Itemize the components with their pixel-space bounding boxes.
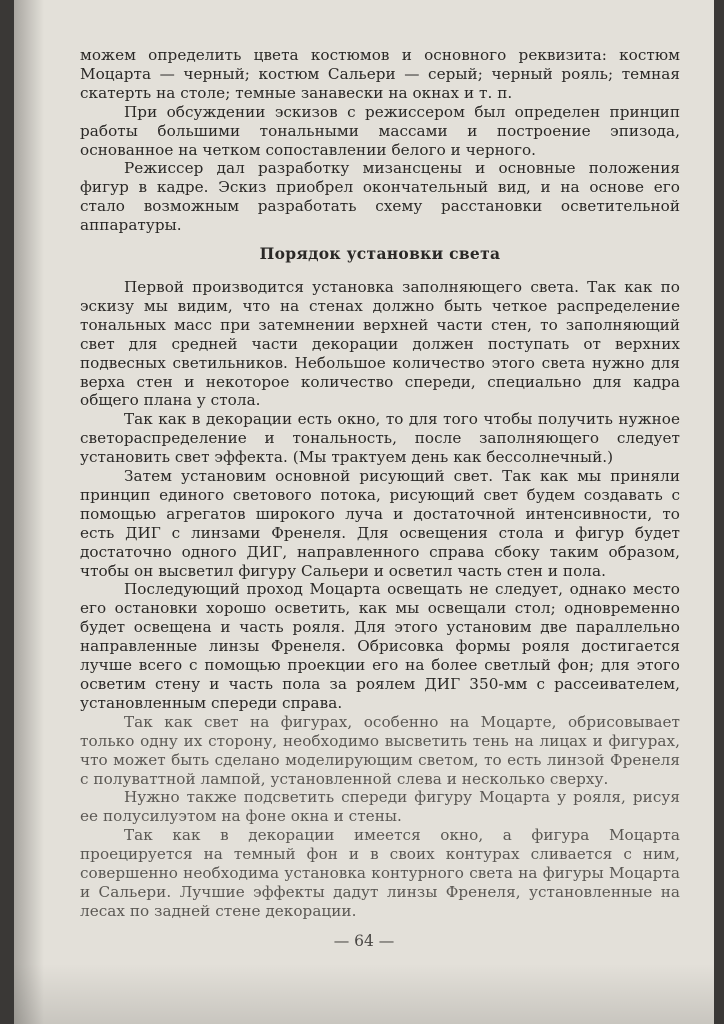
page-number: — 64 — — [333, 932, 395, 950]
paragraph: При обсуждении эскизов с режиссером был определен принцип работы большими тональными массами и построение эпизода, основанное на четком сопоставлении белого и черного. — [80, 102, 680, 159]
page-shadow-left — [14, 0, 44, 1024]
paragraph: Первой производится установка заполняющего света. Так как по эскизу мы видим, что на стенах должно быть четкое распределение тональных масс при затемнении верхней части стен, то заполняющий свет для средней части декорации должен поступать от верхних подвесных светильников. Небольшое количество этого света нужно для верха стен и некоторое количество спереди, специально для кадра общего плана у стола. — [80, 277, 680, 410]
book-page — [14, 0, 714, 1024]
paragraph: Так как в декорации имеется окно, а фигура Моцарта проецируется на темный фон и в своих контурах сливается с ним, совершенно необходима установка контурного света на фигуры Моцарта и Сальери. Лучшие эффекты дадут линзы Френеля, установленные на лесах по задней стене декорации. — [80, 826, 680, 920]
page-shadow-bottom — [14, 964, 714, 1024]
paragraph: можем определить цвета костюмов и основного реквизита: костюм Моцарта — черный; костюм Сальери — серый; черный рояль; темная скатерть на столе; темные занавески на окнах и т. п. — [80, 46, 680, 102]
paragraph: Затем установим основной рисующий свет. Так как мы приняли принцип единого светового потока, рисующий свет будем создавать с помощью агрегатов широкого луча и достаточной интенсивности, то есть ДИГ с линзами Френеля. Для освещения стола и фигур будет достаточно одного ДИГ, направленного справа сбоку таким образом, чтобы он высветил фигуру Сальери и осветил часть стен и пола. — [80, 467, 680, 580]
paragraph: Так как в декорации есть окно, то для того чтобы получить нужное светораспределение и тональность, после заполняющего следует установить свет эффекта. (Мы трактуем день как бессолнечный.) — [80, 410, 680, 467]
paragraph: Режиссер дал разработку мизансцены и основные положения фигур в кадре. Эскиз приобрел окончательный вид, и на основе его стало возможным разработать схему расстановки осветительной аппаратуры. — [80, 159, 680, 235]
page-body — [80, 46, 680, 921]
paragraph: Последующий проход Моцарта освещать не следует, однако место его остановки хорошо осветить, как мы освещали стол; одновременно будет освещена и часть рояля. Для этого установим две параллельно направленные линзы Френеля. Обрисовка формы рояля достигается лучше всего с помощью проекции его на более светлый фон; для этого осветим стену и часть пола за роялем ДИГ 350-мм с рассеивателем, установленным спереди справа. — [80, 580, 680, 712]
paragraph: Так как свет на фигурах, особенно на Моцарте, обрисовывает только одну их сторону, необходимо высветить тень на лицах и фигурах, что может быть сделано моделирующим светом, то есть линзой Френеля с полуваттной лампой, установленной слева и несколько сверху. — [80, 712, 680, 788]
section-heading: Порядок установки света — [259, 244, 501, 264]
paragraph: Нужно также подсветить спереди фигуру Моцарта у рояля, рисуя ее полусилуэтом на фоне окна и стены. — [80, 788, 680, 826]
